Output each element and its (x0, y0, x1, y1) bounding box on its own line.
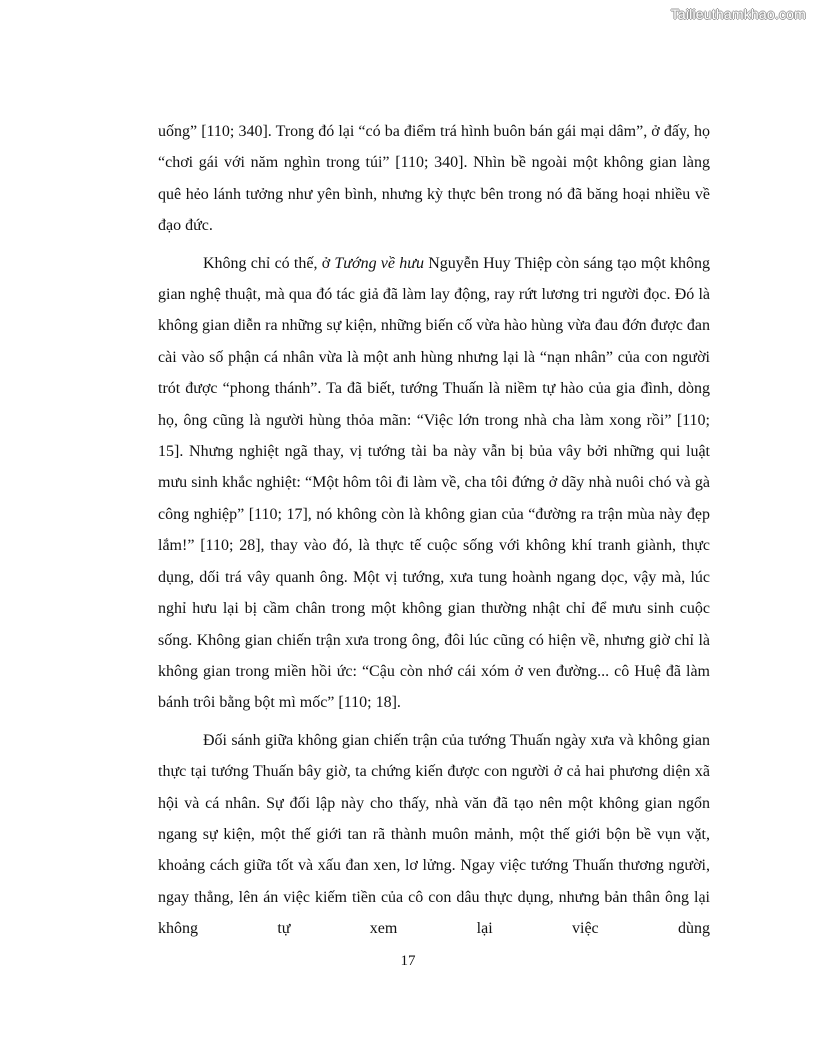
paragraph-3: Đối sánh giữa không gian chiến trận của tướng Thuấn ngày xưa và không gian thực tại tướng Thuấn bây giờ, ta chứng kiến được con người ở cả hai phương diện xã hội và cá nhân. Sự đối lập này cho thấy, nhà văn đã tạo nên một không gian ngổn ngang sự kiện, một thế giới tan rã thành muôn mảnh, một thế giới bộn bề vụn vặt, khoảng cách giữa tốt và xấu đan xen, lơ lửng. Ngay việc tướng Thuấn thương người, ngay thẳng, lên án việc kiếm tiền của cô con dâu thực dụng, nhưng bản thân ông lại không tự xem lại việc dùng (158, 731, 710, 938)
document-body (158, 116, 710, 951)
work-title: Tướng về hưu (334, 254, 424, 272)
paragraph-2-after: Nguyễn Huy Thiệp còn sáng tạo một không gian nghệ thuật, mà qua đó tác giả đã làm lay động, ray rứt lương tri người đọc. Đó là không gian diễn ra những sự kiện, những biến cố vừa hào hùng vừa đau đớn được đan cài vào số phận cá nhân vừa là một anh hùng nhưng lại là “nạn nhân” của con người trót được “phong thánh”. Ta đã biết, tướng Thuấn là niềm tự hào của gia đình, dòng họ, ông cũng là người hùng thỏa mãn: “Việc lớn trong nhà cha làm xong rồi” [110; 15]. Nhưng nghiệt ngã thay, vị tướng tài ba này vẫn bị bủa vây bởi những qui luật mưu sinh khắc nghiệt: “Một hôm tôi đi làm về, cha tôi đứng ở dãy nhà nuôi chó và gà công nghiệp” [110; 17], nó không còn là không gian của “đường ra trận mùa này đẹp lắm!” [110; 28], thay vào đó, là thực tế cuộc sống với không khí tranh giành, thực dụng, dối trá vây quanh ông. Một vị tướng, xưa tung hoành ngang dọc, vậy mà, lúc nghỉ hưu lại bị cầm chân trong một không gian thường nhật chỉ để mưu sinh cuộc sống. Không gian chiến trận xưa trong ông, đôi lúc cũng có hiện về, nhưng giờ chỉ là không gian trong miền hồi ức: “Cậu còn nhớ cái xóm ở ven đường... cô Huệ đã làm bánh trôi bằng bột mì mốc” [110; 18]. (158, 254, 711, 712)
watermark: Tailieuthamkhao.com (670, 6, 806, 22)
paragraph-2 (158, 248, 710, 719)
page-number: 17 (400, 953, 416, 969)
paragraph-2-before: Không chỉ có thế, ở (203, 254, 335, 272)
paragraph-1: uống” [110; 340]. Trong đó lại “có ba điểm trá hình buôn bán gái mại dâm”, ở đấy, họ “chơi gái với năm nghìn trong túi” [110; 340]. Nhìn bề ngoài một không gian làng quê hẻo lánh tưởng như yên bình, nhưng kỳ thực bên trong nó đã băng hoại nhiều về đạo đức. (158, 123, 710, 235)
